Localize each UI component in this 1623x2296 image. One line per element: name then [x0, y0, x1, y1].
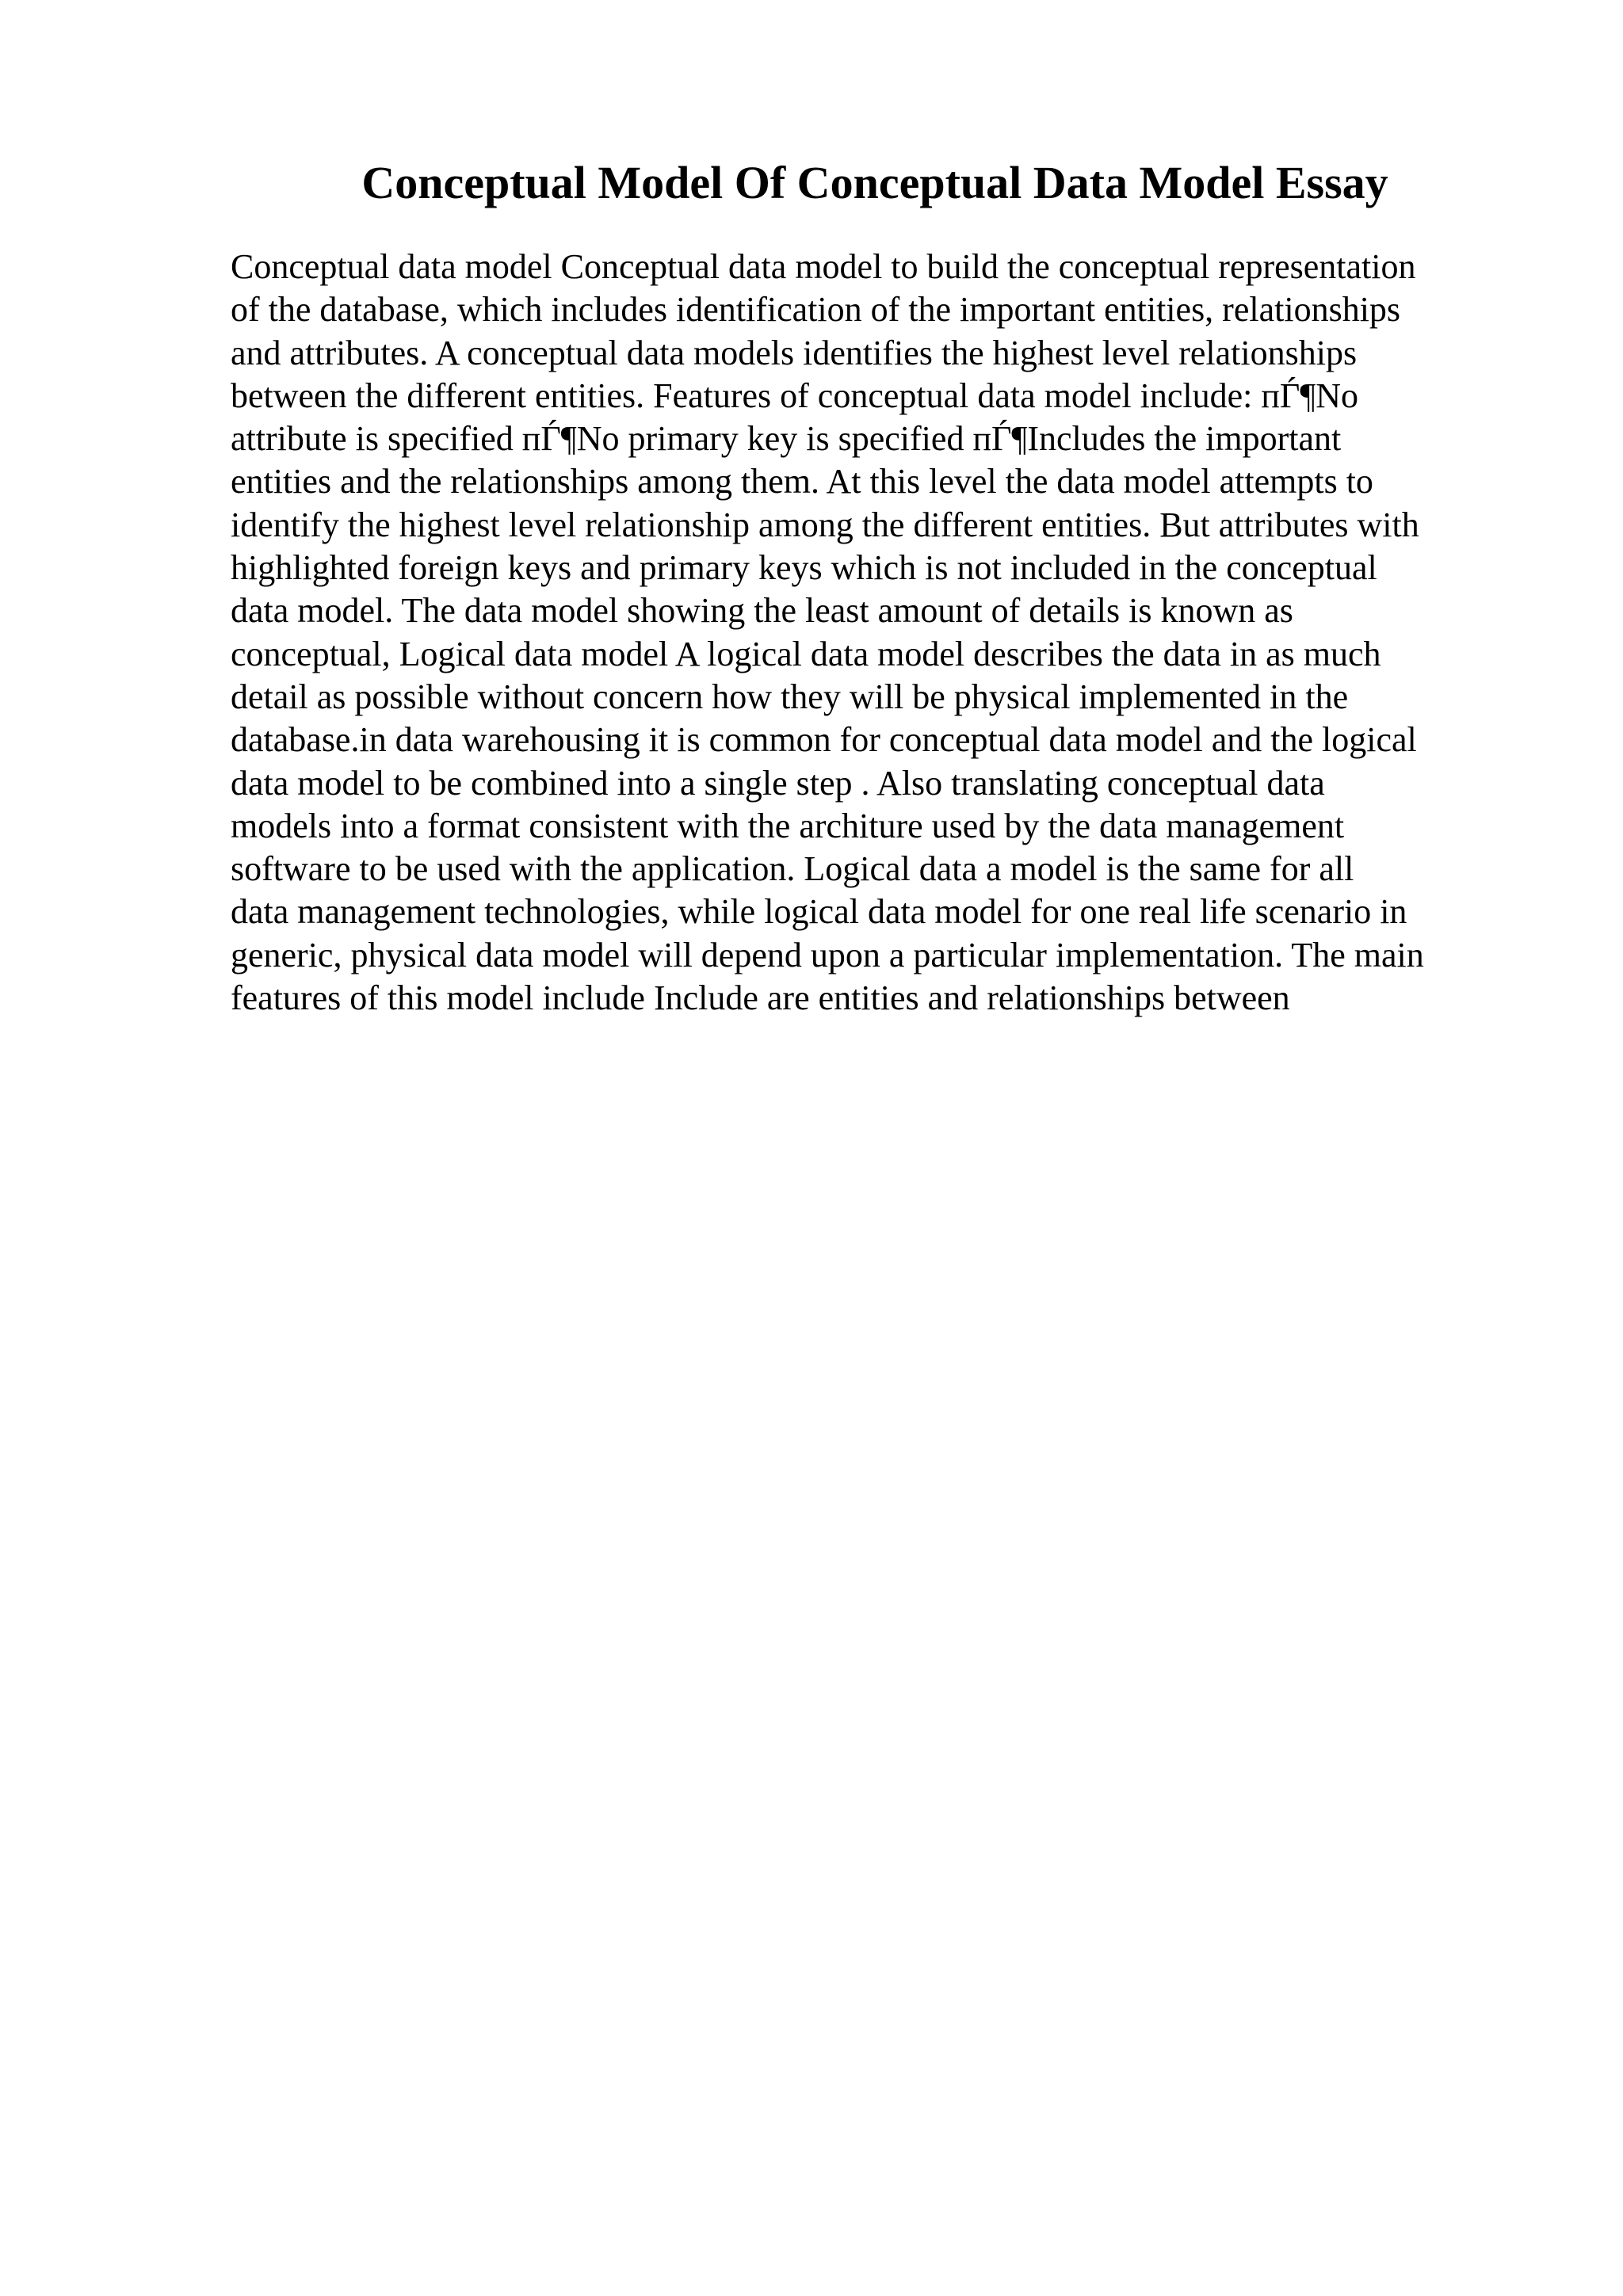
body-line: highlighted foreign keys and primary keys which is not included in the conceptual: [231, 548, 1377, 588]
body-line: software to be used with the application. Logical data a model is the same for all: [231, 849, 1354, 889]
body-line: data management technologies, while logical data model for one real life scenario in: [231, 892, 1407, 932]
body-line: data model to be combined into a single step . Also translating conceptual data: [231, 763, 1325, 803]
body-line: database.in data warehousing it is common for conceptual data model and the logical: [231, 720, 1417, 760]
document-title: Conceptual Model Of Conceptual Data Model Essay: [361, 157, 1388, 208]
body-line: models into a format consistent with the architure used by the data management: [231, 806, 1345, 845]
body-line: attribute is specified пЃ¶No primary key is specified пЃ¶Includes the important: [231, 419, 1342, 459]
body-line: of the database, which includes identification of the important entities, relationships: [231, 290, 1401, 330]
body-line: entities and the relationships among them. At this level the data model attempts to: [231, 462, 1373, 502]
body-line: conceptual, Logical data model A logical data model describes the data in as much: [231, 634, 1381, 673]
essay-body: [231, 246, 1538, 1020]
body-line: between the different entities. Features of conceptual data model include: пЃ¶No: [231, 376, 1359, 415]
body-line: generic, physical data model will depend upon a particular implementation. The main: [231, 935, 1424, 974]
body-line: data model. The data model showing the least amount of details is known as: [231, 591, 1293, 631]
body-line: Conceptual data model Conceptual data model to build the conceptual representation: [231, 247, 1416, 286]
body-line: identify the highest level relationship among the different entities. But attributes with: [231, 505, 1419, 544]
body-line: and attributes. A conceptual data models identifies the highest level relationships: [231, 333, 1358, 372]
body-line: features of this model include Include are entities and relationships between: [231, 978, 1290, 1018]
body-line: detail as possible without concern how they will be physical implemented in the: [231, 677, 1349, 716]
